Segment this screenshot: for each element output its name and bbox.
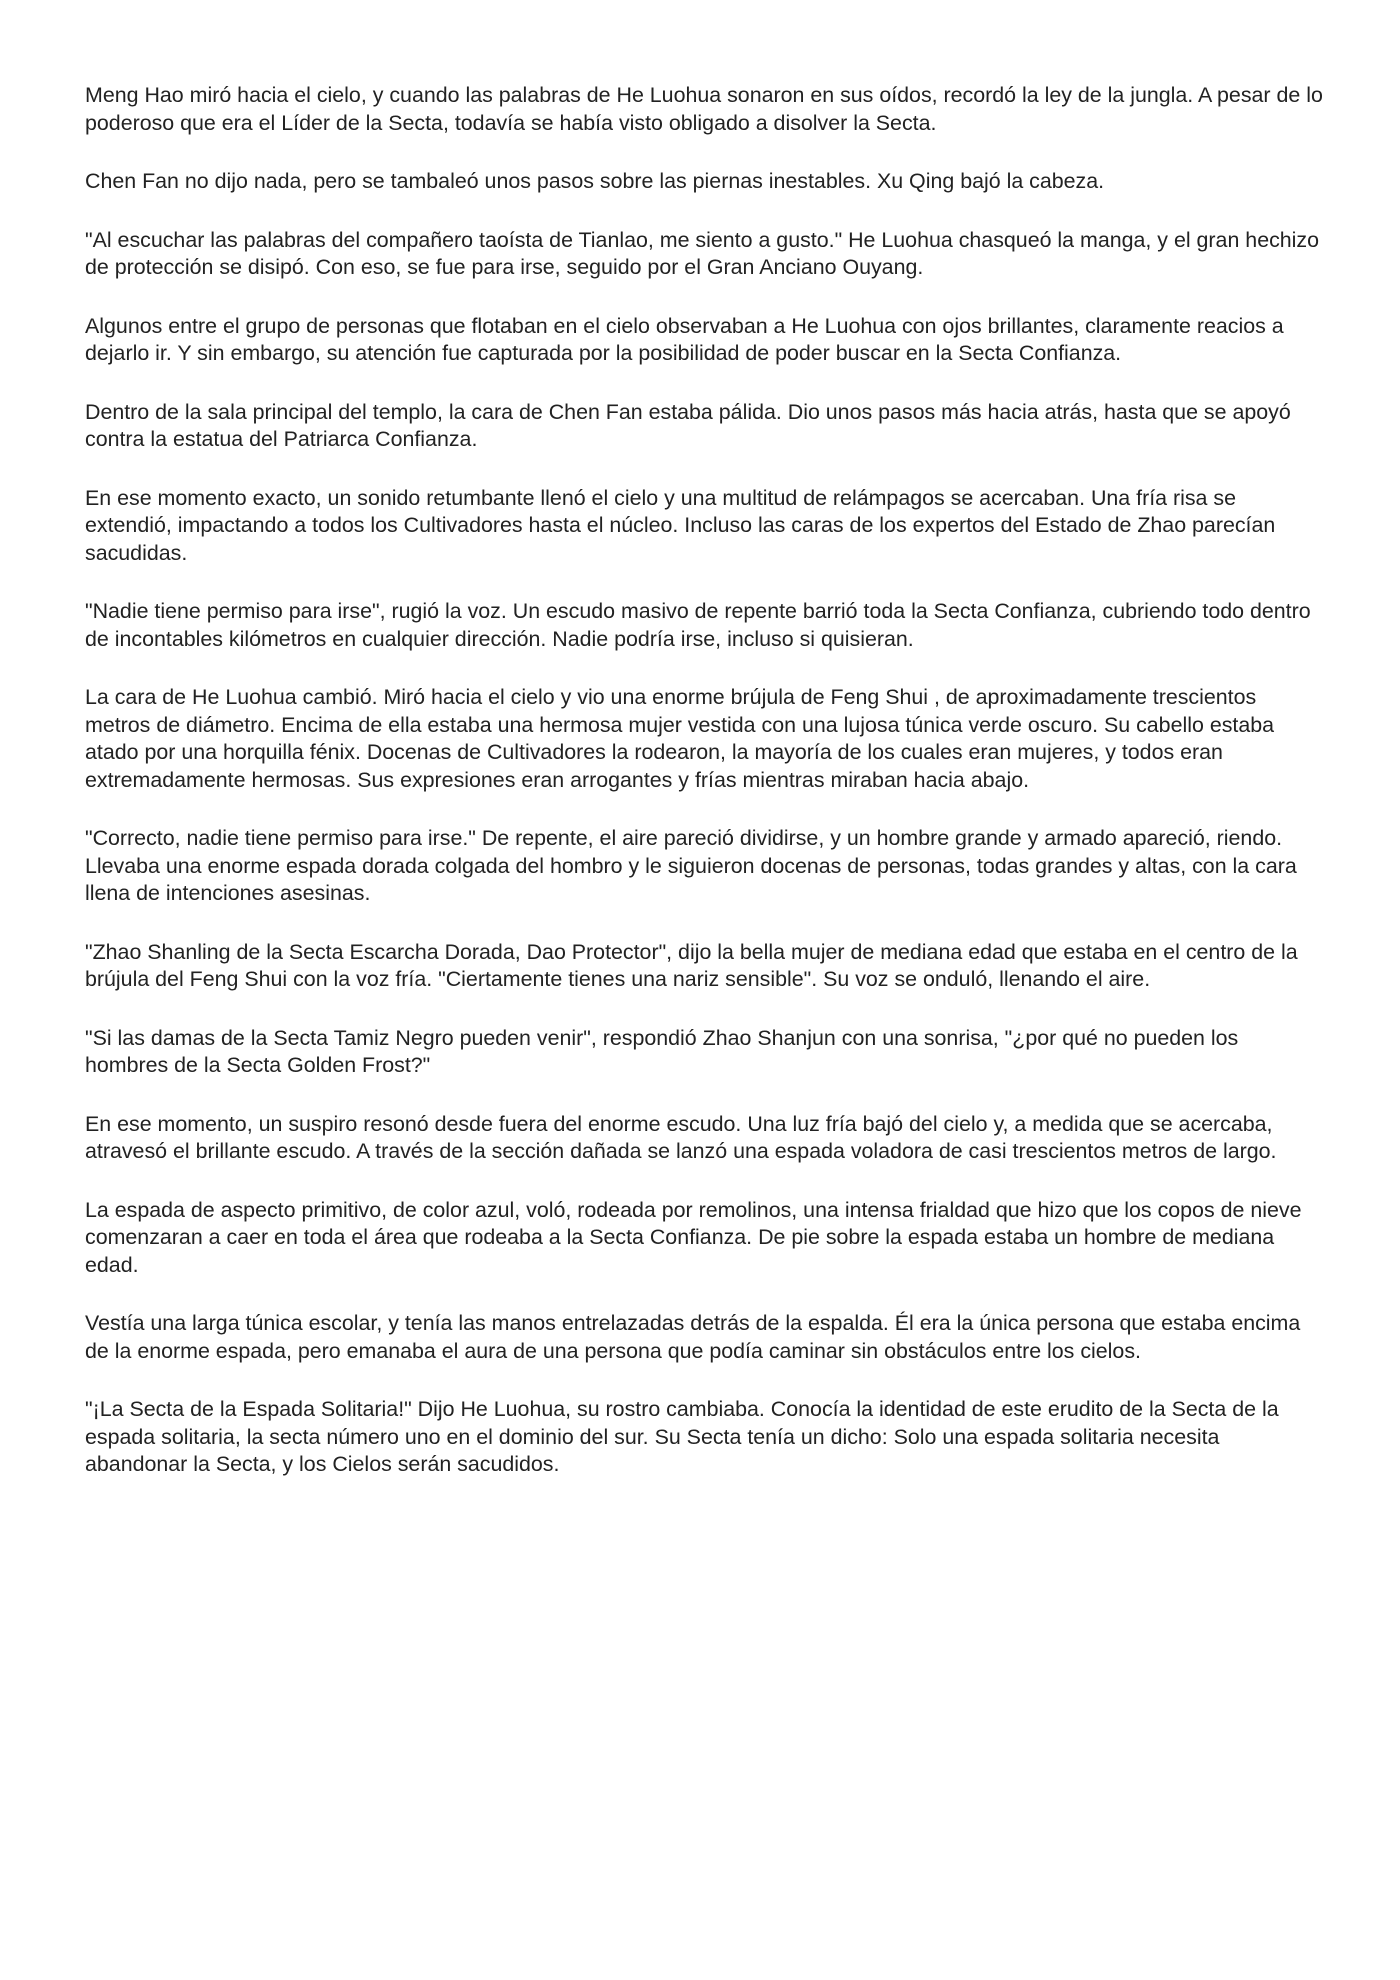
paragraph: La cara de He Luohua cambió. Miró hacia el cielo y vio una enorme brújula de Feng Shui , de aproximadamente trescientos metros de diámetro. Encima de ella estaba una hermosa mujer vestida con una lujosa túnica verde oscuro. Su cabello estaba atado por una horquilla fénix. Docenas de Cultivadores la rodearon, la mayoría de los cuales eran mujeres, y todos eran extremadamente hermosas. Sus expresiones eran arrogantes y frías mientras miraban hacia abajo. — [85, 685, 1275, 792]
paragraph: La espada de aspecto primitivo, de color azul, voló, rodeada por remolinos, una intensa frialdad que hizo que los copos de nieve comenzaran a caer en toda el área que rodeaba a la Secta Confianza. De pie sobre la espada estaba un hombre de mediana edad. — [85, 1197, 1302, 1277]
paragraph: "¡La Secta de la Espada Solitaria!" Dijo He Luohua, su rostro cambiaba. Conocía la identidad de este erudito de la Secta de la espada solitaria, la secta número uno en el dominio del sur. Su Secta tenía un dicho: Solo una espada solitaria necesita abandonar la Secta, y los Cielos serán sacudidos. — [85, 1397, 1279, 1476]
paragraph: Meng Hao miró hacia el cielo, y cuando las palabras de He Luohua sonaron en sus oídos, recordó la ley de la jungla. A pesar de lo poderoso que era el Líder de la Secta, todavía se había visto obligado a disolver la Secta. — [85, 83, 1323, 135]
paragraph: "Al escuchar las palabras del compañero taoísta de Tianlao, me siento a gusto." He Luohua chasqueó la manga, y el gran hechizo de protección se disipó. Con eso, se fue para irse, seguido por el Gran Anciano Ouyang. — [85, 227, 1320, 279]
paragraph: Vestía una larga túnica escolar, y tenía las manos entrelazadas detrás de la espalda. Él era la única persona que estaba encima de la enorme espada, pero emanaba el aura de una persona que podía caminar sin obstáculos entre los cielos. — [85, 1311, 1301, 1363]
paragraph: "Nadie tiene permiso para irse", rugió la voz. Un escudo masivo de repente barrió toda la Secta Confianza, cubriendo todo dentro de incontables kilómetros en cualquier dirección. Nadie podría irse, incluso si quisieran. — [85, 599, 1311, 651]
paragraph: En ese momento exacto, un sonido retumbante llenó el cielo y una multitud de relámpagos se acercaban. Una fría risa se extendió, impactando a todos los Cultivadores hasta el núcleo. Incluso las caras de los expertos del Estado de Zhao parecían sacudidas. — [85, 485, 1276, 565]
paragraph: Chen Fan no dijo nada, pero se tambaleó unos pasos sobre las piernas inestables. Xu Qing bajó la cabeza. — [85, 169, 1105, 193]
paragraph: En ese momento, un suspiro resonó desde fuera del enorme escudo. Una luz fría bajó del cielo y, a medida que se acercaba, atravesó el brillante escudo. A través de la sección dañada se lanzó una espada voladora de casi trescientos metros de largo. — [85, 1111, 1277, 1163]
paragraph: Algunos entre el grupo de personas que flotaban en el cielo observaban a He Luohua con ojos brillantes, claramente reacios a dejarlo ir. Y sin embargo, su atención fue capturada por la posibilidad de poder buscar en la Secta Confianza. — [85, 313, 1284, 365]
paragraph: "Correcto, nadie tiene permiso para irse." De repente, el aire pareció dividirse, y un hombre grande y armado apareció, riendo. Llevaba una enorme espada dorada colgada del hombro y le siguieron docenas de personas, todas grandes y altas, con la cara llena de intenciones asesinas. — [85, 826, 1297, 905]
document-body — [85, 82, 1325, 1510]
paragraph: "Si las damas de la Secta Tamiz Negro pueden venir", respondió Zhao Shanjun con una sonrisa, "¿por qué no pueden los hombres de la Secta Golden Frost?" — [85, 1025, 1239, 1077]
paragraph: "Zhao Shanling de la Secta Escarcha Dorada, Dao Protector", dijo la bella mujer de mediana edad que estaba en el centro de la brújula del Feng Shui con la voz fría. "Ciertamente tienes una nariz sensible". Su voz se onduló, llenando el aire. — [85, 939, 1298, 991]
paragraph: Dentro de la sala principal del templo, la cara de Chen Fan estaba pálida. Dio unos pasos más hacia atrás, hasta que se apoyó contra la estatua del Patriarca Confianza. — [85, 399, 1291, 451]
